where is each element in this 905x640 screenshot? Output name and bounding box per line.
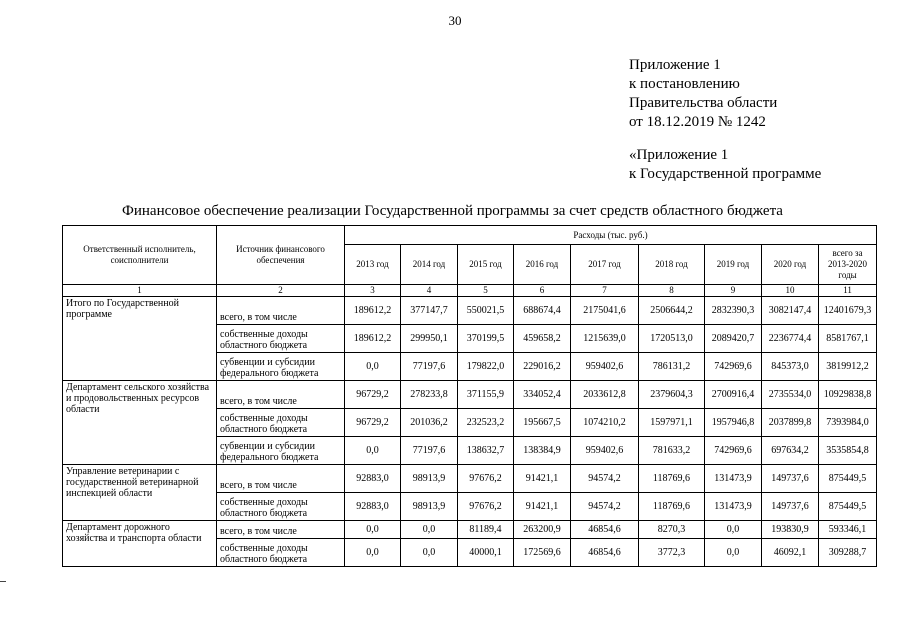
header-year-7: 2019 год	[705, 245, 762, 285]
appendix-line-2: к постановлению	[629, 76, 740, 92]
value-cell: 98913,9	[401, 493, 458, 521]
value-cell: 0,0	[401, 521, 458, 539]
value-cell: 40000,1	[458, 539, 514, 567]
header-executor: Ответственный исполнитель, соисполнители	[63, 226, 217, 285]
value-cell: 781633,2	[639, 437, 705, 465]
value-cell: 46092,1	[762, 539, 819, 567]
value-cell: 845373,0	[762, 353, 819, 381]
value-cell: 92883,0	[345, 465, 401, 493]
margin-tick	[0, 581, 6, 582]
value-cell: 77197,6	[401, 437, 458, 465]
value-cell: 688674,4	[514, 297, 571, 325]
column-index-3: 3	[345, 285, 401, 297]
table-row	[63, 381, 877, 409]
value-cell: 2506644,2	[639, 297, 705, 325]
value-cell: 0,0	[705, 539, 762, 567]
value-cell: 46854,6	[571, 521, 639, 539]
value-cell: 299950,1	[401, 325, 458, 353]
header-year-3: 2015 год	[458, 245, 514, 285]
value-cell: 189612,2	[345, 325, 401, 353]
value-cell: 0,0	[345, 521, 401, 539]
value-cell: 371155,9	[458, 381, 514, 409]
value-cell: 2379604,3	[639, 381, 705, 409]
header-expenses: Расходы (тыс. руб.)	[345, 226, 877, 245]
value-cell: 3819912,2	[819, 353, 877, 381]
value-cell: 96729,2	[345, 381, 401, 409]
value-cell: 742969,6	[705, 353, 762, 381]
source-cell: собственные доходы областного бюджета	[217, 325, 345, 353]
value-cell: 2175041,6	[571, 297, 639, 325]
table-row	[63, 465, 877, 493]
header-year-5: 2017 год	[571, 245, 639, 285]
document-title: Финансовое обеспечение реализации Государственной программы за счет средств областного бюджета	[122, 203, 783, 219]
value-cell: 263200,9	[514, 521, 571, 539]
value-cell: 334052,4	[514, 381, 571, 409]
value-cell: 232523,2	[458, 409, 514, 437]
value-cell: 131473,9	[705, 465, 762, 493]
page-number: 30	[448, 13, 462, 28]
header-year-9: всего за 2013-2020 годы	[819, 245, 877, 285]
value-cell: 195667,5	[514, 409, 571, 437]
value-cell: 2089420,7	[705, 325, 762, 353]
source-cell: всего, в том числе	[217, 381, 345, 409]
column-index-5: 5	[458, 285, 514, 297]
value-cell: 193830,9	[762, 521, 819, 539]
executor-cell: Департамент дорожного хозяйства и транспорта области	[63, 521, 217, 567]
value-cell: 2735534,0	[762, 381, 819, 409]
value-cell: 96729,2	[345, 409, 401, 437]
column-index-2: 2	[217, 285, 345, 297]
value-cell: 278233,8	[401, 381, 458, 409]
value-cell: 94574,2	[571, 493, 639, 521]
value-cell: 229016,2	[514, 353, 571, 381]
value-cell: 91421,1	[514, 465, 571, 493]
appendix-line-6: к Государственной программе	[629, 166, 822, 182]
value-cell: 179822,0	[458, 353, 514, 381]
source-cell: всего, в том числе	[217, 465, 345, 493]
value-cell: 742969,6	[705, 437, 762, 465]
column-index-1: 1	[63, 285, 217, 297]
value-cell: 1957946,8	[705, 409, 762, 437]
value-cell: 875449,5	[819, 465, 877, 493]
header-year-1: 2013 год	[345, 245, 401, 285]
value-cell: 550021,5	[458, 297, 514, 325]
source-cell: всего, в том числе	[217, 297, 345, 325]
value-cell: 91421,1	[514, 493, 571, 521]
value-cell: 8581767,1	[819, 325, 877, 353]
value-cell: 377147,7	[401, 297, 458, 325]
column-index-11: 11	[819, 285, 877, 297]
executor-cell: Департамент сельского хозяйства и продовольственных ресурсов области	[63, 381, 217, 465]
value-cell: 118769,6	[639, 465, 705, 493]
appendix-program-block	[629, 146, 821, 184]
value-cell: 92883,0	[345, 493, 401, 521]
value-cell: 2832390,3	[705, 297, 762, 325]
value-cell: 201036,2	[401, 409, 458, 437]
value-cell: 309288,7	[819, 539, 877, 567]
value-cell: 97676,2	[458, 465, 514, 493]
value-cell: 77197,6	[401, 353, 458, 381]
value-cell: 189612,2	[345, 297, 401, 325]
source-cell: субвенции и субсидии федерального бюджета	[217, 437, 345, 465]
value-cell: 131473,9	[705, 493, 762, 521]
value-cell: 138384,9	[514, 437, 571, 465]
table-row	[63, 521, 877, 539]
column-index-10: 10	[762, 285, 819, 297]
appendix-line-3: Правительства области	[629, 95, 778, 111]
value-cell: 1720513,0	[639, 325, 705, 353]
value-cell: 7393984,0	[819, 409, 877, 437]
column-index-6: 6	[514, 285, 571, 297]
value-cell: 2033612,8	[571, 381, 639, 409]
value-cell: 172569,6	[514, 539, 571, 567]
source-cell: субвенции и субсидии федерального бюджета	[217, 353, 345, 381]
value-cell: 8270,3	[639, 521, 705, 539]
executor-cell: Управление ветеринарии с государственной ветеринарной инспекцией области	[63, 465, 217, 521]
value-cell: 98913,9	[401, 465, 458, 493]
value-cell: 81189,4	[458, 521, 514, 539]
value-cell: 12401679,3	[819, 297, 877, 325]
source-cell: всего, в том числе	[217, 521, 345, 539]
value-cell: 1597971,1	[639, 409, 705, 437]
value-cell: 138632,7	[458, 437, 514, 465]
table-row	[63, 297, 877, 325]
source-cell: собственные доходы областного бюджета	[217, 539, 345, 567]
value-cell: 959402,6	[571, 353, 639, 381]
value-cell: 3535854,8	[819, 437, 877, 465]
value-cell: 0,0	[345, 539, 401, 567]
header-year-6: 2018 год	[639, 245, 705, 285]
value-cell: 0,0	[401, 539, 458, 567]
column-index-9: 9	[705, 285, 762, 297]
value-cell: 2236774,4	[762, 325, 819, 353]
value-cell: 3772,3	[639, 539, 705, 567]
source-cell: собственные доходы областного бюджета	[217, 493, 345, 521]
value-cell: 149737,6	[762, 465, 819, 493]
value-cell: 149737,6	[762, 493, 819, 521]
value-cell: 959402,6	[571, 437, 639, 465]
value-cell: 1074210,2	[571, 409, 639, 437]
value-cell: 593346,1	[819, 521, 877, 539]
value-cell: 46854,6	[571, 539, 639, 567]
header-year-4: 2016 год	[514, 245, 571, 285]
appendix-line-4: от 18.12.2019 № 1242	[629, 114, 766, 130]
value-cell: 10929838,8	[819, 381, 877, 409]
value-cell: 97676,2	[458, 493, 514, 521]
value-cell: 0,0	[705, 521, 762, 539]
executor-cell: Итого по Государственной программе	[63, 297, 217, 381]
value-cell: 2700916,4	[705, 381, 762, 409]
column-index-8: 8	[639, 285, 705, 297]
header-year-8: 2020 год	[762, 245, 819, 285]
header-year-2: 2014 год	[401, 245, 458, 285]
value-cell: 0,0	[345, 437, 401, 465]
column-index-4: 4	[401, 285, 458, 297]
appendix-block	[629, 56, 777, 132]
source-cell: собственные доходы областного бюджета	[217, 409, 345, 437]
column-index-7: 7	[571, 285, 639, 297]
financing-table	[62, 225, 877, 567]
value-cell: 94574,2	[571, 465, 639, 493]
appendix-line-5: «Приложение 1	[629, 147, 729, 163]
value-cell: 459658,2	[514, 325, 571, 353]
header-source: Источник финансового обеспечения	[217, 226, 345, 285]
value-cell: 875449,5	[819, 493, 877, 521]
value-cell: 118769,6	[639, 493, 705, 521]
value-cell: 697634,2	[762, 437, 819, 465]
value-cell: 0,0	[345, 353, 401, 381]
value-cell: 786131,2	[639, 353, 705, 381]
appendix-line-1: Приложение 1	[629, 57, 721, 73]
value-cell: 1215639,0	[571, 325, 639, 353]
value-cell: 2037899,8	[762, 409, 819, 437]
value-cell: 370199,5	[458, 325, 514, 353]
value-cell: 3082147,4	[762, 297, 819, 325]
